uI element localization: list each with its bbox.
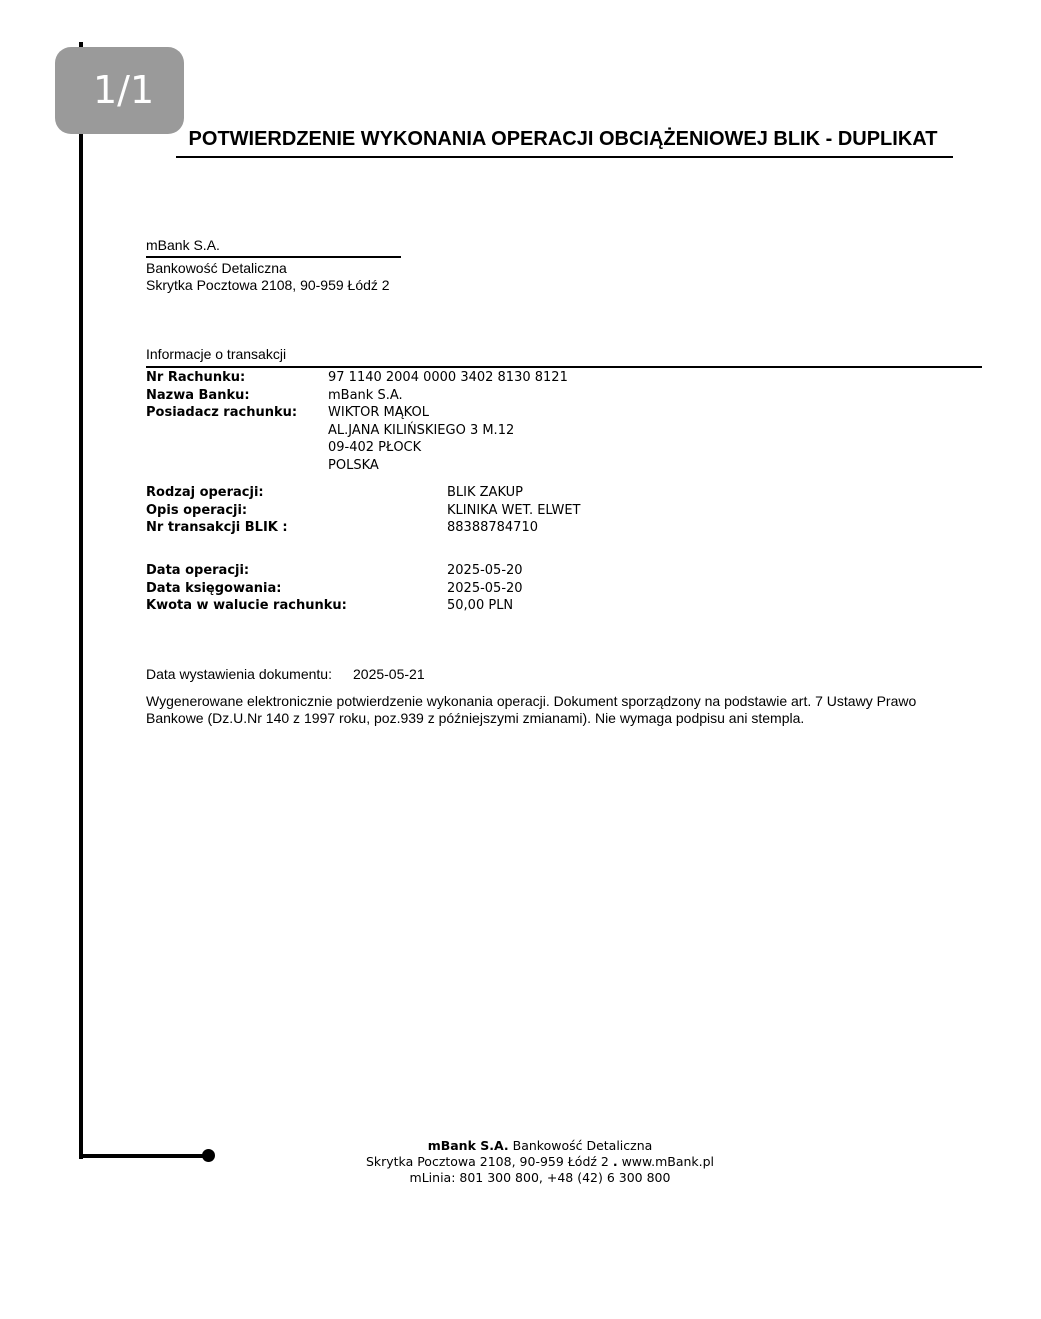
- blik-transaction-label: Nr transakcji BLIK :: [146, 520, 288, 535]
- issue-date-label: Data wystawienia dokumentu:: [146, 666, 332, 682]
- operation-type-label: Rodzaj operacji:: [146, 485, 264, 500]
- operation-date-label: Data operacji:: [146, 563, 250, 578]
- bank-division: Bankowość Detaliczna: [146, 260, 287, 276]
- amount-value: 50,00 PLN: [447, 598, 514, 613]
- account-holder-label: Posiadacz rachunku:: [146, 405, 298, 420]
- issue-date-value: 2025-05-21: [353, 666, 425, 682]
- page-indicator-badge: 1/1: [55, 47, 184, 134]
- account-holder-street: AL.JANA KILIŃSKIEGO 3 M.12: [328, 423, 515, 438]
- operation-description-value: KLINIKA WET. ELWET: [447, 503, 581, 518]
- footer-address-line: [300, 1154, 780, 1169]
- footer-address: Skrytka Pocztowa 2108, 90-959 Łódź 2: [365, 1154, 613, 1169]
- footer-separator: .: [612, 1154, 618, 1169]
- account-holder-name: WIKTOR MĄKOL: [328, 405, 429, 420]
- legal-notice: Wygenerowane elektronicznie potwierdzenie wykonania operacji. Dokument sporządzony na podstawie art. 7 Ustawy Prawo Bankowe (Dz.U.Nr 140 z 1997 roku, poz.939 z późniejszymi zmianami). Nie wymaga podpisu ani stempla.: [146, 693, 917, 726]
- bank-address: Skrytka Pocztowa 2108, 90-959 Łódź 2: [146, 277, 390, 293]
- account-number-label: Nr Rachunku:: [146, 370, 246, 385]
- amount-label: Kwota w walucie rachunku:: [146, 598, 347, 613]
- account-holder-country: POLSKA: [328, 458, 379, 473]
- title-underline: [176, 156, 953, 158]
- section-rule: [146, 366, 982, 368]
- bank-name: mBank S.A.: [146, 237, 220, 253]
- footer-phone-line: mLinia: 801 300 800, +48 (42) 6 300 800: [409, 1170, 671, 1185]
- account-holder-city: 09-402 PŁOCK: [328, 440, 422, 455]
- footer-bank-name: mBank S.A.: [427, 1138, 509, 1153]
- bottom-border-line: [79, 1154, 206, 1158]
- document-title: POTWIERDZENIE WYKONANIA OPERACJI OBCIĄŻENIOWEJ BLIK - DUPLIKAT: [188, 128, 938, 150]
- operation-description-label: Opis operacji:: [146, 503, 248, 518]
- operation-type-value: BLIK ZAKUP: [447, 485, 523, 500]
- operation-date-value: 2025-05-20: [447, 563, 523, 578]
- account-number-value: 97 1140 2004 0000 3402 8130 8121: [328, 370, 568, 385]
- bank-name-label: Nazwa Banku:: [146, 388, 250, 403]
- left-border-line: [79, 42, 83, 1159]
- footer-bank-line: [300, 1138, 780, 1153]
- booking-date-value: 2025-05-20: [447, 581, 523, 596]
- bank-name-rule: [146, 256, 401, 258]
- transaction-section-label: Informacje o transakcji: [146, 346, 287, 362]
- footer-website-link[interactable]: www.mBank.pl: [617, 1154, 715, 1169]
- blik-transaction-value: 88388784710: [447, 520, 538, 535]
- bank-name-value: mBank S.A.: [328, 388, 403, 403]
- footer-division: Bankowość Detaliczna: [508, 1138, 653, 1153]
- booking-date-label: Data księgowania:: [146, 581, 282, 596]
- border-end-dot: [202, 1149, 215, 1162]
